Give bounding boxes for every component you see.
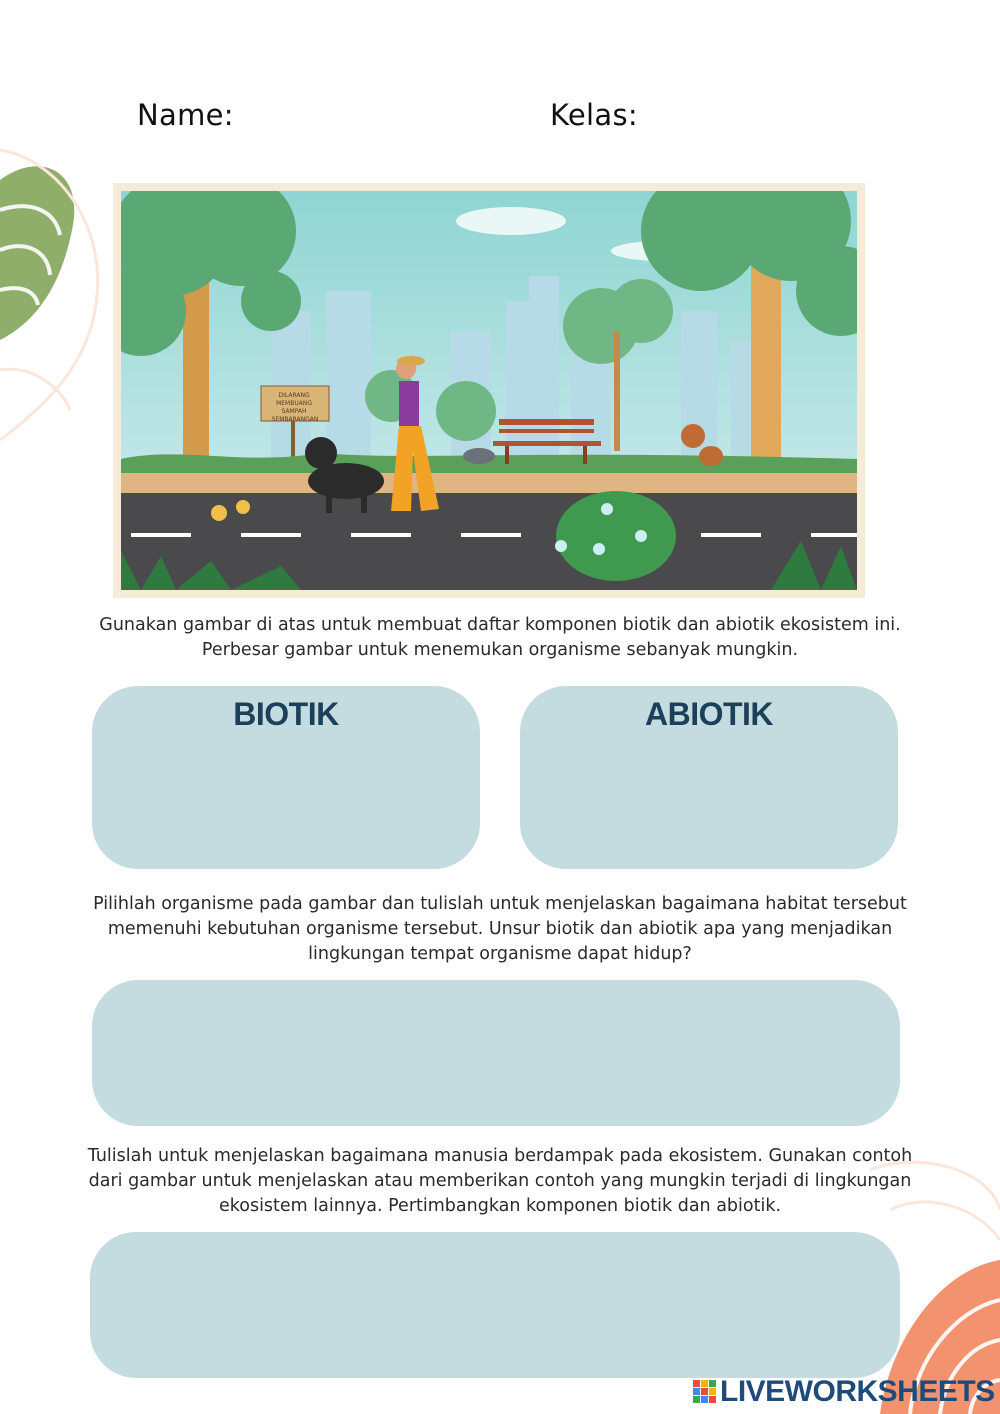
biotik-answer-area[interactable] — [116, 746, 456, 851]
park-illustration-frame — [113, 183, 865, 598]
question-2-line-2: memenuhi kebutuhan organisme tersebut. Unsur biotik dan abiotik apa yang menjadikan — [107, 919, 893, 939]
question-2-line-1: Pilihlah organisme pada gambar dan tulislah untuk menjelaskan bagaimana habitat tersebut — [93, 894, 907, 914]
instruction-line-2: Perbesar gambar untuk menemukan organisme sebanyak mungkin. — [201, 640, 799, 660]
liveworksheets-brand-text: LIVEWORKSHEETS — [720, 1375, 995, 1408]
habitat-answer-box — [92, 980, 900, 1126]
question-3-line-3: ekosistem lainnya. Pertimbangkan komponen biotik dan abiotik. — [218, 1196, 782, 1216]
biotik-box — [92, 686, 480, 869]
human-impact-answer-box — [90, 1232, 900, 1378]
decorative-leaf-shape — [0, 140, 110, 450]
liveworksheets-logo-icon — [692, 1379, 718, 1405]
class-label: Kelas: — [550, 98, 638, 132]
human-impact-answer-area[interactable] — [114, 1250, 876, 1360]
biotik-title: BIOTIK — [233, 696, 339, 732]
liveworksheets-logo — [692, 1375, 995, 1409]
abiotik-box — [520, 686, 898, 869]
question-3-line-2: dari gambar untuk menjelaskan atau memberikan contoh yang mungkin terjadi di lingkungan — [88, 1171, 912, 1191]
habitat-answer-area[interactable] — [116, 998, 876, 1108]
name-label: Name: — [137, 98, 234, 132]
question-3-line-1: Tulislah untuk menjelaskan bagaimana manusia berdampak pada ekosistem. Gunakan contoh — [87, 1146, 913, 1166]
instruction-habitat-question — [70, 892, 930, 967]
park-illustration — [121, 191, 857, 590]
sign-text: DILARANG MEMBUANG SAMPAH SEMBARANGAN — [271, 392, 319, 423]
instruction-line-1: Gunakan gambar di atas untuk membuat daftar komponen biotik dan abiotik ekosistem ini. — [99, 615, 901, 635]
abiotik-answer-area[interactable] — [544, 746, 874, 851]
abiotik-title: ABIOTIK — [644, 696, 774, 732]
instruction-human-impact-question — [70, 1144, 930, 1219]
question-2-line-3: lingkungan tempat organisme dapat hidup? — [308, 944, 692, 964]
instruction-list-components — [70, 613, 930, 663]
